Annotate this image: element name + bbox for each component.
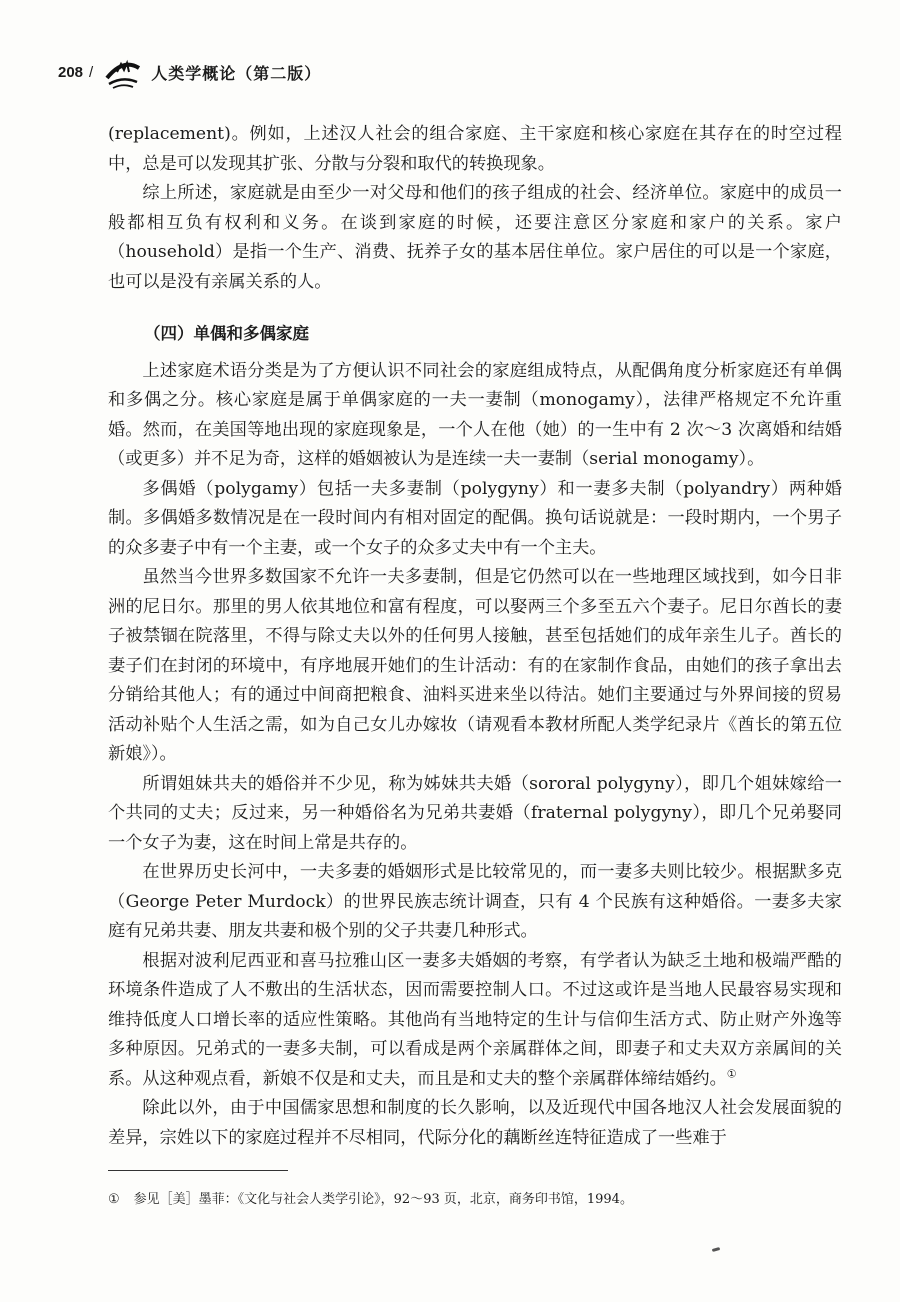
paragraph-text: 根据对波利尼西亚和喜马拉雅山区一妻多夫婚姻的考察，有学者认为缺乏土地和极端严酷的环境条件造成了人不敷出的生活状态，因而需要控制人口。不过这或许是当地人民最容易实现和维持低度人口增长率的适应性策略。其他尚有当地特定的生计与信仰生活方式、防止财产外逸等多种原因。兄弟式的一妻多夫制，可以看成是两个亲属群体之间，即妻子和丈夫双方亲属间的关系。从这种观点看，新娘不仅是和丈夫，而且是和丈夫的整个亲属群体缔结婚约。: [108, 950, 842, 1089]
series-logo-icon: [103, 54, 143, 90]
paragraph: (replacement)。例如，上述汉人社会的组合家庭、主干家庭和核心家庭在其存在的时空过程中，总是可以发现其扩张、分散与分裂和取代的转换现象。: [108, 124, 842, 174]
page-number: 208: [58, 63, 84, 81]
footnote-number: ①: [108, 1192, 120, 1207]
paragraph: 虽然当今世界多数国家不允许一夫多妻制，但是它仍然可以在一些地理区域找到，如今日非洲的尼日尔。那里的男人依其地位和富有程度，可以娶两三个多至五六个妻子。尼日尔酋长的妻子被禁锢在院落里，不得与除丈夫以外的任何男人接触，甚至包括她们的成年亲生儿子。酋长的妻子们在封闭的环境中，有序地展开她们的生计活动：有的在家制作食品，由她们的孩子拿出去分销给其他人；有的通过中间商把粮食、油料买进来坐以待沽。她们主要通过与外界间接的贸易活动补贴个人生活之需，如为自己女儿办嫁妆（请观看本教材所配人类学纪录片《酋长的第五位新娘》）。: [108, 567, 842, 764]
footnote-text: 参见［美］墨菲：《文化与社会人类学引论》，92～93 页，北京，商务印书馆，1994。: [133, 1192, 633, 1207]
paragraph: 综上所述，家庭就是由至少一对父母和他们的孩子组成的社会、经济单位。家庭中的成员一般都相互负有权利和义务。在谈到家庭的时候，还要注意区分家庭和家户的关系。家户（household）是指一个生产、消费、抚养子女的基本居住单位。家户居住的可以是一个家庭，也可以是没有亲属关系的人。: [108, 183, 842, 292]
footnote: [108, 1190, 842, 1210]
footnote-divider: [108, 1170, 288, 1171]
paragraph: 除此以外，由于中国儒家思想和制度的长久影响，以及近现代中国各地汉人社会发展面貌的差异，宗姓以下的家庭过程并不尽相同，代际分化的藕断丝连特征造成了一些难于: [108, 1098, 842, 1148]
paragraph: 多偶婚（polygamy）包括一夫多妻制（polygyny）和一妻多夫制（polyandry）两种婚制。多偶婚多数情况是在一段时间内有相对固定的配偶。换句话说就是：一段时期内，一个男子的众多妻子中有一个主妻，或一个女子的众多丈夫中有一个主夫。: [108, 478, 842, 558]
header-separator: /: [89, 63, 94, 81]
running-header: [58, 52, 321, 92]
scan-speck: [712, 1247, 721, 1252]
body-text: [108, 120, 842, 1153]
footnote-reference: ①: [726, 1066, 737, 1080]
paragraph: 在世界历史长河中，一夫多妻的婚姻形式是比较常见的，而一妻多夫则比较少。根据默多克（George Peter Murdock）的世界民族志统计调查，只有 4 个民族有这种婚俗。一妻多夫家庭有兄弟共妻、朋友共妻和极个别的父子共妻几种形式。: [108, 862, 842, 941]
paragraph: 上述家庭术语分类是为了方便认识不同社会的家庭组成特点，从配偶角度分析家庭还有单偶和多偶之分。核心家庭是属于单偶家庭的一夫一妻制（monogamy），法律严格规定不允许重婚。然而，在美国等地出现的家庭现象是，一个人在他（她）的一生中有 2 次～3 次离婚和结婚（或更多）并不足为奇，这样的婚姻被认为是连续一夫一妻制（serial monogamy）。: [108, 360, 842, 469]
section-heading: （四）单偶和多偶家庭: [144, 324, 309, 343]
book-title: 人类学概论（第二版）: [151, 63, 322, 83]
paragraph-with-footnote: [108, 947, 842, 1095]
paragraph: 所谓姐妹共夫的婚俗并不少见，称为姊妹共夫婚（sororal polygyny），即几个姐妹嫁给一个共同的丈夫；反过来，另一种婚俗名为兄弟共妻婚（fraternal polygyny），即几个兄弟娶同一个女子为妻，这在时间上常是共存的。: [108, 773, 842, 853]
